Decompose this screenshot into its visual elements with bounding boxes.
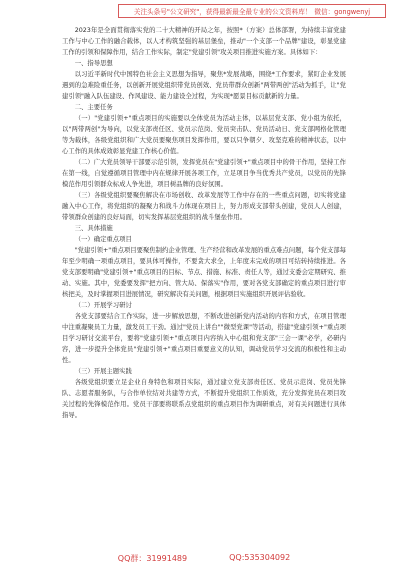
subheading-key-projects: （一）确定重点项目 bbox=[74, 236, 132, 243]
paragraph-task-3: （三）各级党组织要聚焦解决在市场创收、改革发展等工作中存在的一些重点问题，切实将党建融入中心工作，将党组织的凝聚力和战斗力体现在项目上，努力形成支部带头创建，党员人人创建，带领群众创建的良好局面，切实发挥基层党组织的战斗堡垒作用。 bbox=[62, 192, 346, 221]
paragraph-task-2: （二）广大党员领导干部要示范引领，发挥党员在"党建引领+"重点项目中的骨干作用，坚持工作在第一线，自觉遵循项目管理中内在规律开展各项工作，立足项目争当优秀共产党员，以党员的先锋模范作用引领群众标成人争先进，项目树品牌的良好氛围。 bbox=[62, 159, 346, 188]
paragraph-practice: 各级党组织要立足企业自身特色和项目实际，通过建立党支部责任区、党员示范岗、党员先锋队、志愿者服务队，与合作单位结对共建等方式，不断提升党组织工作质效，充分发挥党员在项目攻关过程的先锋模范作用。党员干部要将联系点党组织的重点项目作为调研重点，对有关问题进行具体指导。 bbox=[62, 379, 346, 419]
subheading-study: （二）开展学习研讨 bbox=[74, 302, 132, 309]
wechat-id: 微信：gongwenyj bbox=[314, 8, 371, 16]
document-body bbox=[62, 25, 346, 421]
paragraph-task-1: （一）"党建引领+"重点项目的实施要以全体党员为活动主体，以基层党支部、党小组为依托，以"两带两创"为导向，以党支部责任区、党员示范岗、党员突击队、党员活动日、党支部网格化管理等为载体，各级党组织和广大党员要聚焦项目发挥作用，要以只争朝夕、攻坚克难的精神状态，以中心工作的具体成效彰显党建工作核心价值。 bbox=[62, 115, 346, 155]
intro-paragraph: 2023年是全面贯彻落实党的二十大精神的开局之年，按照*（方案）总体部署，为持续丰富党建工作与中心工作的融合载体，以人才构筑坚强的基层堡垒，推动"一个支部一个品牌"建设，彰显党建工作的引领和保障作用，结合工作实际，制定"党建引领"攻关项目推进实施方案。具体如下： bbox=[62, 27, 346, 56]
section-heading-main-tasks: 二、主要任务 bbox=[74, 104, 113, 111]
promo-banner bbox=[118, 4, 386, 18]
subheading-practice: （三）开展主题实践 bbox=[74, 368, 132, 375]
qq-group: QQ群：31991489 bbox=[117, 554, 188, 563]
qq-number: QQ:535304092 bbox=[229, 553, 291, 562]
promo-text: 关注头条号"公文研究"，获得最新最全最专业的公文资料库！ bbox=[133, 8, 312, 16]
section-heading-measures: 三、具体措施 bbox=[74, 225, 113, 232]
contact-footer bbox=[0, 553, 408, 564]
paragraph-study: 各党支部要结合工作实际，进一步解放思想，不断改进创新党内活动的内容和方式，在项目管理中注重凝聚员工力量，激发员工干劲。通过"党员上讲台""微型党课"等活动，搭建"党建引领+"重点项目学习研讨交流平台，要将"党建引领+"重点项目内容纳入中心组和党支部"三会一课"必学，必研内容，进一步提升全体党员"党建引领+"重点项目重要意义的认知，调动党员学习交流的积极性和主动性。 bbox=[62, 313, 346, 364]
section-heading-guiding-ideology: 一、指导思想 bbox=[74, 60, 113, 67]
paragraph-guiding-ideology: 以习近平新时代中国特色社会主义思想为指导，聚焦*发展战略，围绕*工作要求，紧盯企业发展遇到的急难险重任务，以创新开展党组织带党员创效、党员带群众创新"两带两创"活动为抓手，让"党建引领"融入队伍建设、作风建设、能力建设全过程，为实现*愿景目标贡献新的力量。 bbox=[62, 71, 346, 100]
paragraph-key-projects: "党建引领+"重点项目要聚焦制约企业管理、生产经营和改革发展的重点难点问题，每个党支部每年至少明确一项重点项目，要具体可操作，不要贪大求全，上年度未完成的项目可结转持续推进。各党支部要明确"党建引领+"重点项目的目标、节点、措施、标准、责任人等，通过支委会定期研究、推动、实施。其中，党委要发挥"把方向、管大局、保落实"作用，要对各党支部确定的重点项目进行审核把关，及时掌握项目进展情况，研究解决有关问题，根据项目实施组织开展评估验收。 bbox=[62, 247, 346, 298]
